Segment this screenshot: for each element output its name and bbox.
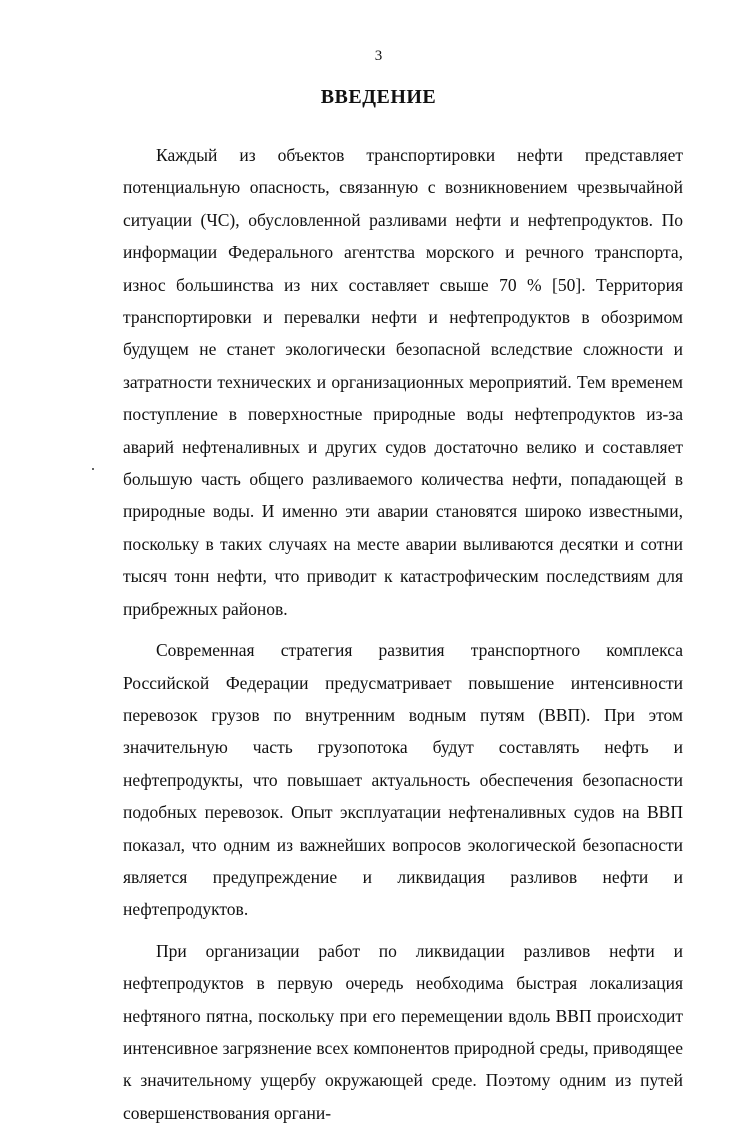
paragraph-2: Современная стратегия развития транспортного комплекса Российской Федерации предусматривает повышение интенсивности перевозок грузов по внутренним водным путям (ВВП). При этом значительную часть грузопотока будут составлять нефть и нефтепродукты, что повышает актуальность обеспечения безопасности подобных перевозок. Опыт эксплуатации нефтеналивных судов на ВВП показал, что одним из важнейших вопросов экологической безопасности является предупреждение и ликвидация разливов нефти и нефтепродуктов. bbox=[123, 640, 683, 920]
paragraph-1: Каждый из объектов транспортировки нефти представляет потенциальную опасность, связанную с возникновением чрезвычайной ситуации (ЧС), обусловленной разливами нефти и нефтепродуктов. По информации Федерального агентства морского и речного транспорта, износ большинства из них составляет свыше 70 % [50]. Территория транспортировки и перевалки нефти и нефтепродуктов в обозримом будущем не станет экологически безопасной вследствие сложности и затратности технических и организационных мероприятий. Тем временем поступление в поверхностные природные воды нефтепродуктов из-за аварий нефтеналивных и других судов достаточно велико и составляет большую часть общего разливаемого количества нефти, попадающей в природные воды. И именно эти аварии становятся широко известными, поскольку в таких случаях на месте аварии выливаются десятки и сотни тысяч тонн нефти, что приводит к катастрофическим последствиям для прибрежных районов. bbox=[123, 145, 683, 619]
scan-artifact-dot bbox=[92, 468, 94, 470]
paragraph-3: При организации работ по ликвидации разливов нефти и нефтепродуктов в первую очередь необходима быстрая локализация нефтяного пятна, поскольку при его перемещении вдоль ВВП происходит интенсивное загрязнение всех компонентов природной среды, приводящее к значительному ущербу окружающей среде. Поэтому одним из путей совершенствования органи- bbox=[123, 940, 683, 1123]
page-number: 3 bbox=[374, 48, 383, 64]
section-heading: ВВЕДЕНИЕ bbox=[320, 86, 437, 108]
body-text bbox=[123, 139, 683, 1129]
